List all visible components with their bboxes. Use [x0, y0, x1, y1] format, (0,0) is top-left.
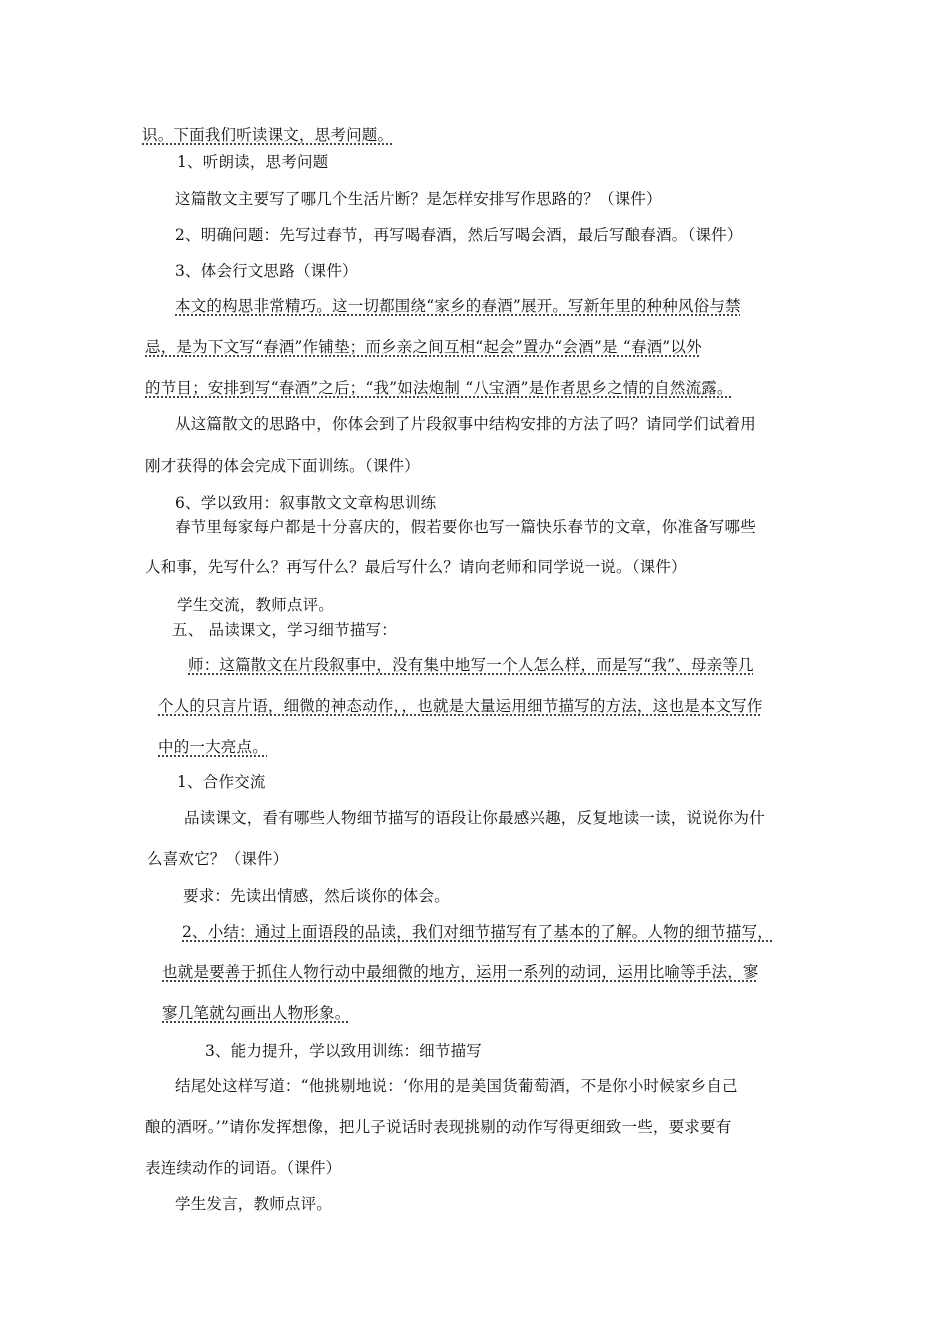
- text-line: 表连续动作的词语。（课件）: [145, 1159, 342, 1177]
- text-line: 从这篇散文的思路中，你体会到了片段叙事中结构安排的方法了吗？请同学们试着用: [175, 415, 756, 433]
- text-line: 的节目；安排到写“春酒”之后；“我”如法炮制 “八宝酒”是作者思乡之情的自然流露。: [145, 379, 733, 397]
- text-line: 1、听朗读，思考问题: [177, 153, 329, 171]
- text-line: 师：这篇散文在片段叙事中，没有集中地写一个人怎么样，而是写“我”、母亲等几: [188, 656, 754, 674]
- text-line: 寥几笔就勾画出人物形象。: [162, 1004, 351, 1022]
- text-line: 人和事，先写什么？再写什么？最后写什么？请向老师和同学说一说。（课件）: [145, 558, 687, 576]
- text-line: 刚才获得的体会完成下面训练。（课件）: [145, 457, 420, 475]
- section-heading: 五、 品读课文，学习细节描写：: [172, 621, 397, 639]
- text-line: 这篇散文主要写了哪几个生活片断？是怎样安排写作思路的？（课件）: [175, 190, 662, 208]
- text-line: 学生交流，教师点评。: [177, 596, 335, 614]
- text-line: 本文的构思非常精巧。这一切都围绕“家乡的春酒”展开。写新年里的种种风俗与禁: [175, 297, 741, 315]
- text-line: 么喜欢它？（课件）: [147, 850, 289, 868]
- text-line: 3、体会行文思路（课件）: [175, 262, 358, 280]
- text-line: 识。下面我们听读课文，思考问题。: [142, 126, 394, 144]
- text-line: 忌，是为下文写“春酒”作铺垫；而乡亲之间互相“起会”置办“会酒”是 “春酒”以外: [145, 338, 702, 356]
- text-line: 学生发言，教师点评。: [175, 1195, 333, 1213]
- text-line: 个人的只言片语，细微的神态动作，，也就是大量运用细节描写的方法，这也是本文写作: [158, 697, 763, 715]
- text-line: 也就是要善于抓住人物行动中最细微的地方，运用一系列的动词，运用比喻等手法，寥: [162, 963, 759, 981]
- text-line: 要求：先读出情感，然后谈你的体会。: [183, 887, 450, 905]
- text-line: 酿的酒呀。’”请你发挥想像，把儿子说话时表现挑剔的动作写得更细致一些，要求要有: [145, 1118, 732, 1136]
- text-line: 3、能力提升，学以致用训练：细节描写: [205, 1042, 482, 1060]
- text-line: 6、学以致用：叙事散文文章构思训练: [175, 494, 437, 512]
- text-line: 2、明确问题：先写过春节，再写喝春酒，然后写喝会酒，最后写酿春酒。（课件）: [175, 226, 743, 244]
- text-line: 品读课文，看有哪些人物细节描写的语段让你最感兴趣，反复地读一读，说说你为什: [184, 809, 765, 827]
- text-line: 中的一大亮点。: [158, 738, 268, 756]
- text-line: 1、合作交流: [177, 773, 266, 791]
- text-line: 结尾处这样写道：“他挑剔地说：‘你用的是美国货葡萄酒，不是你小时候家乡自己: [175, 1077, 738, 1095]
- text-line: 春节里每家每户都是十分喜庆的，假若要你也写一篇快乐春节的文章，你准备写哪些: [175, 518, 756, 536]
- text-line: 2、小结：通过上面语段的品读，我们对细节描写有了基本的了解。人物的细节描写，: [182, 923, 773, 941]
